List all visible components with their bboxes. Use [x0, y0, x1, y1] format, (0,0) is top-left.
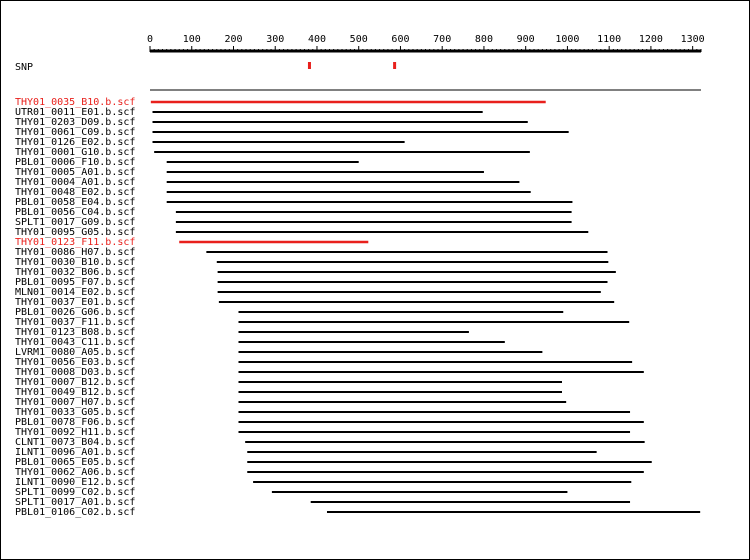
read-name: THY01_0008_D03.b.scf: [15, 367, 136, 378]
tick-label: 300: [266, 34, 285, 45]
read-name: THY01_0062_A06.b.scf: [15, 467, 136, 478]
read-name: LVRM1_0080_A05.b.scf: [15, 347, 136, 358]
read-name: THY01_0037_F11.b.scf: [15, 317, 136, 328]
snp-marker: [393, 62, 396, 69]
read-name: THY01_0203_D09.b.scf: [15, 117, 136, 128]
tick-label: 600: [391, 34, 410, 45]
read-name: THY01_0061_C09.b.scf: [15, 127, 136, 138]
read-name: PBL01_0078_F06.b.scf: [15, 417, 136, 428]
read-name: THY01_0095_G05.b.scf: [15, 227, 136, 238]
read-name: THY01_0086_H07.b.scf: [15, 247, 136, 258]
read-name: SPLT1_0017_A01.b.scf: [15, 497, 136, 508]
read-name: SPLT1_0099_C02.b.scf: [15, 487, 136, 498]
read-name: UTR01_0011_E01.b.scf: [15, 107, 136, 118]
read-name: THY01_0123_B08.b.scf: [15, 327, 136, 338]
snp-label: SNP: [15, 62, 34, 73]
tick-label: 0: [146, 34, 154, 45]
read-name: ILNT1_0096_A01.b.scf: [15, 447, 136, 458]
tick-label: 400: [307, 34, 327, 45]
tick-label: 100: [182, 34, 201, 45]
read-name: THY01_0043_C11.b.scf: [15, 337, 136, 348]
read-name: PBL01_0056_C04.b.scf: [15, 207, 136, 218]
tick-label: 200: [224, 34, 243, 45]
read-name: THY01_0001_G10.b.scf: [15, 147, 136, 158]
read-name: THY01_0030_B10.b.scf: [15, 257, 136, 268]
read-name: PBL01_0026_G06.b.scf: [15, 307, 136, 318]
tick-label: 1000: [555, 34, 580, 45]
read-name: THY01_0048_E02.b.scf: [15, 187, 136, 198]
read-name: THY01_0007_H07.b.scf: [15, 397, 136, 408]
read-name: PBL01_0106_C02.b.scf: [15, 507, 136, 518]
tick-label: 1300: [680, 34, 705, 45]
read-name: PBL01_0006_F10.b.scf: [15, 157, 136, 168]
read-name: THY01_0092_H11.b.scf: [15, 427, 136, 438]
read-name: THY01_0056_E03.b.scf: [15, 357, 136, 368]
read-alignment-diagram: [1, 1, 749, 559]
read-name: THY01_0007_B12.b.scf: [15, 377, 136, 388]
read-name: THY01_0123_F11.b.scf: [15, 237, 136, 248]
read-name: CLNT1_0073_B04.b.scf: [15, 437, 136, 448]
read-name: THY01_0037_E01.b.scf: [15, 297, 136, 308]
read-name: SPLT1_0017_G09.b.scf: [15, 217, 136, 228]
read-name: THY01_0032_B06.b.scf: [15, 267, 136, 278]
read-name: THY01_0005_A01.b.scf: [15, 167, 136, 178]
snp-marker: [308, 62, 311, 69]
read-name: MLN01_0014_E02.b.scf: [15, 287, 136, 298]
tick-label: 500: [349, 34, 368, 45]
read-name: ILNT1_0090_E12.b.scf: [15, 477, 136, 488]
read-name: PBL01_0058_E04.b.scf: [15, 197, 136, 208]
tick-label: 1100: [597, 34, 622, 45]
tick-label: 800: [474, 34, 493, 45]
read-name: PBL01_0095_F07.b.scf: [15, 277, 136, 288]
tick-label: 700: [433, 34, 452, 45]
read-name: THY01_0004_A01.b.scf: [15, 177, 136, 188]
read-name: THY01_0033_G05.b.scf: [15, 407, 136, 418]
tick-label: 1200: [638, 34, 663, 45]
read-name: THY01_0035_B10.b.scf: [15, 97, 136, 108]
read-name: THY01_0049_B12.b.scf: [15, 387, 136, 398]
read-name: THY01_0126_E02.b.scf: [15, 137, 136, 148]
read-name: PBL01_0065_E05.b.scf: [15, 457, 136, 468]
tick-label: 900: [516, 34, 535, 45]
